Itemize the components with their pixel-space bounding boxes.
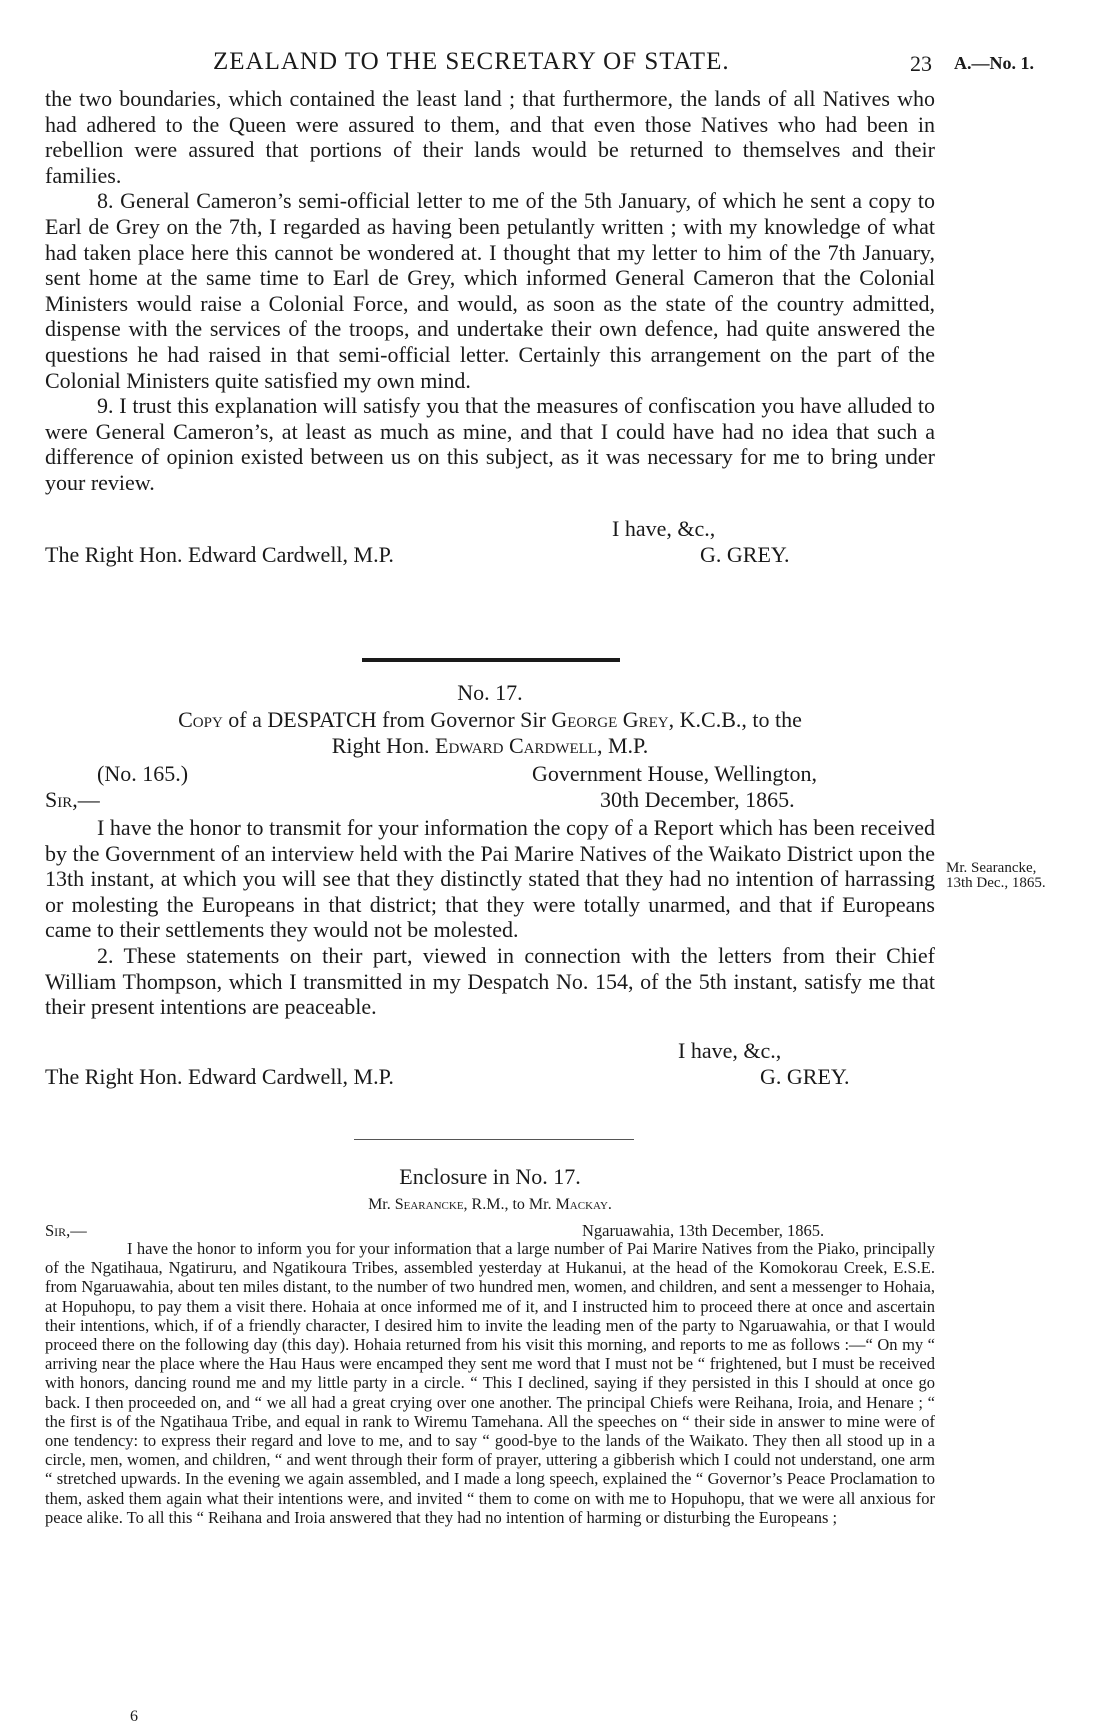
- from-to-part-2: , R.M., to Mr.: [463, 1196, 552, 1213]
- enclosure-paragraph: I have the honor to inform you for your information that a large number of Pai Marire Natives from the Piako, principally of the Ngatihaua, Ngatiruru, and Ngatikoura Tribes, assembled yesterday at Hukanui, at the head of the Komokorau Creek, E.S.E. from Ngaruawahia, about ten miles distant, to the number of two hundred men, women, and children, and sent a messenger to Hohaia, at Hopuhopu, to pay them a visit there. Hohaia at once informed me of it, and I instructed him to proceed there at once and ascertain their intentions, which, if of a friendly character, I desired him to invite the leading men of the party to Ngaruawahia, or that I would proceed there on the following day (this day). Hohaia returned from his visit this morning, and reports to me as follows :—“ On my “ arriving near the place where the Hau Haus were encamped they sent me word that I must not be “ frightened, but I must be received with honors, dancing round me and my little party in a circle. “ This I declined, saying if they persisted in this I should at once go back. I then proceeded on, and “ we all had a great crying over one another. The principal Chiefs were Reihana, Iroia, and Henare ; “ the first is of the Ngatihaua Tribe, and equal in rank to Wiremu Tamehana. All the speeches on “ their side in answer to mine were of one tendency: to express their regard and love to me, and to say “ good-bye to the lands of the Waikato. They then all stood up in a circle, men, women, and children, “ and went through their form of prayer, uttering a gibberish which I could not understand, one arm “ stretched upwards. In the evening we again assembled, and I made a long speech, explained the “ Governor’s Peace Proclamation to them, asked them again what their intentions were, and invited “ them to come on with me to Hopuhopu, that we were all anxious for peace alike. To all this “ Reihana and Iroia answered that they had no intention of harming or disturbing the Europeans ;: [45, 1239, 935, 1527]
- despatch-place: Government House, Wellington,: [532, 761, 818, 786]
- signature-mark: 6: [130, 1708, 138, 1725]
- despatch-addressee: The Right Hon. Edward Cardwell, M.P.: [45, 1064, 394, 1089]
- despatch-number: No. 17.: [457, 680, 523, 705]
- from-name: Searancke: [394, 1196, 464, 1213]
- enclosure-place-date: Ngaruawahia, 13th December, 1865.: [582, 1221, 825, 1240]
- from-to-part: Mr.: [368, 1196, 391, 1213]
- page-header: [0, 36, 1114, 76]
- margin-note-line-1: Mr. Searancke,: [946, 860, 1037, 876]
- despatch-title-line-2: [45, 733, 935, 759]
- salutation: Sir,—: [45, 787, 100, 812]
- despatch-paragraph-1: I have the honor to transmit for your information the copy of a Report which has been received by the Government of an interview held with the Pai Marire Natives of the Waikato District upon the 13th instant, at which you will see that they distinctly stated that they had no intention of harrassing or molesting the Europeans in that district; that they were totally unarmed, and that if Europeans came to their settlements they would not be molested.: [45, 815, 935, 943]
- despatch-paragraph-2: 2. These statements on their part, viewed in connection with the letters from their Chief William Thompson, which I transmitted in my Despatch No. 154, of the 5th instant, satisfy me that their present intentions are peaceable.: [45, 942, 935, 1020]
- despatch-body: [45, 815, 935, 1020]
- recipient-surname: Cardwell: [508, 733, 597, 758]
- title-part-2: , K.C.B., to the: [668, 707, 802, 732]
- paragraph-8: 8. General Cameron’s semi-official letter to me of the 5th January, of which he sent a copy to Earl de Grey on the 7th, I regarded as having been petulantly written ; with my knowledge of what had taken place here this cannot be wondered at. I thought that my letter to him of the 7th January, sent home at the same time to Earl de Grey, which informed General Cameron that the Colonial Ministers would raise a Colonial Force, and would, as soon as the state of the country admitted, dispense with the services of the troops, and undertake their own defence, had quite answered the questions he had raised in that semi-official letter. Certainly this arrangement on the part of the Colonial Ministers quite satisfied my own mind.: [45, 188, 935, 393]
- section-divider: [362, 658, 620, 662]
- margin-note: [946, 861, 1076, 891]
- despatch-date: 30th December, 1865.: [600, 787, 795, 812]
- enclosure-divider: [354, 1139, 634, 1140]
- running-title: ZEALAND TO THE SECRETARY OF STATE.: [213, 48, 730, 75]
- paragraph-9: 9. I trust this explanation will satisfy you that the measures of confiscation you have alluded to were General Cameron’s, at least as much as mine, and that I could have had no idea that such a difference of opinion existed between us on this subject, as it was necessary for me to bring under your review.: [45, 393, 935, 495]
- paragraph-7-tail: the two boundaries, which contained the least land ; that furthermore, the lands of all Natives who had adhered to the Queen were assured to them, and that even those Natives who had been in rebellion were assured that portions of their lands would be returned to themselves and their families.: [45, 86, 935, 188]
- margin-note-line-2: 13th Dec., 1865.: [946, 875, 1046, 891]
- recipient-first-name: Edward: [435, 733, 504, 758]
- despatch-title-line-1: [45, 707, 935, 733]
- enclosure-heading: Enclosure in No. 17.: [399, 1164, 581, 1189]
- closing-have: I have, &c.,: [612, 516, 716, 541]
- despatch-signature: G. GREY.: [760, 1064, 850, 1089]
- signature: G. GREY.: [700, 542, 790, 567]
- title-part-3: Right Hon.: [331, 733, 430, 758]
- document-reference: A.—No. 1.: [954, 53, 1034, 73]
- despatch-closing: I have, &c.,: [678, 1038, 782, 1063]
- sender-surname: Grey: [622, 707, 669, 732]
- title-part: of a DESPATCH from Governor Sir: [228, 707, 546, 732]
- copy-label: Copy: [178, 707, 223, 732]
- title-part-4: , M.P.: [596, 733, 649, 758]
- enclosure-salutation: Sir,—: [45, 1221, 87, 1240]
- enclosure-from-to: [45, 1192, 935, 1218]
- to-name: Mackay: [555, 1196, 608, 1213]
- despatch-ref: (No. 165.): [97, 761, 189, 786]
- previous-despatch-text: [45, 86, 935, 496]
- page-number: 23: [910, 51, 932, 76]
- addressee: The Right Hon. Edward Cardwell, M.P.: [45, 542, 394, 567]
- from-to-part-3: .: [607, 1196, 612, 1213]
- enclosure-body: [45, 1239, 935, 1527]
- sender-first-name: George: [551, 707, 618, 732]
